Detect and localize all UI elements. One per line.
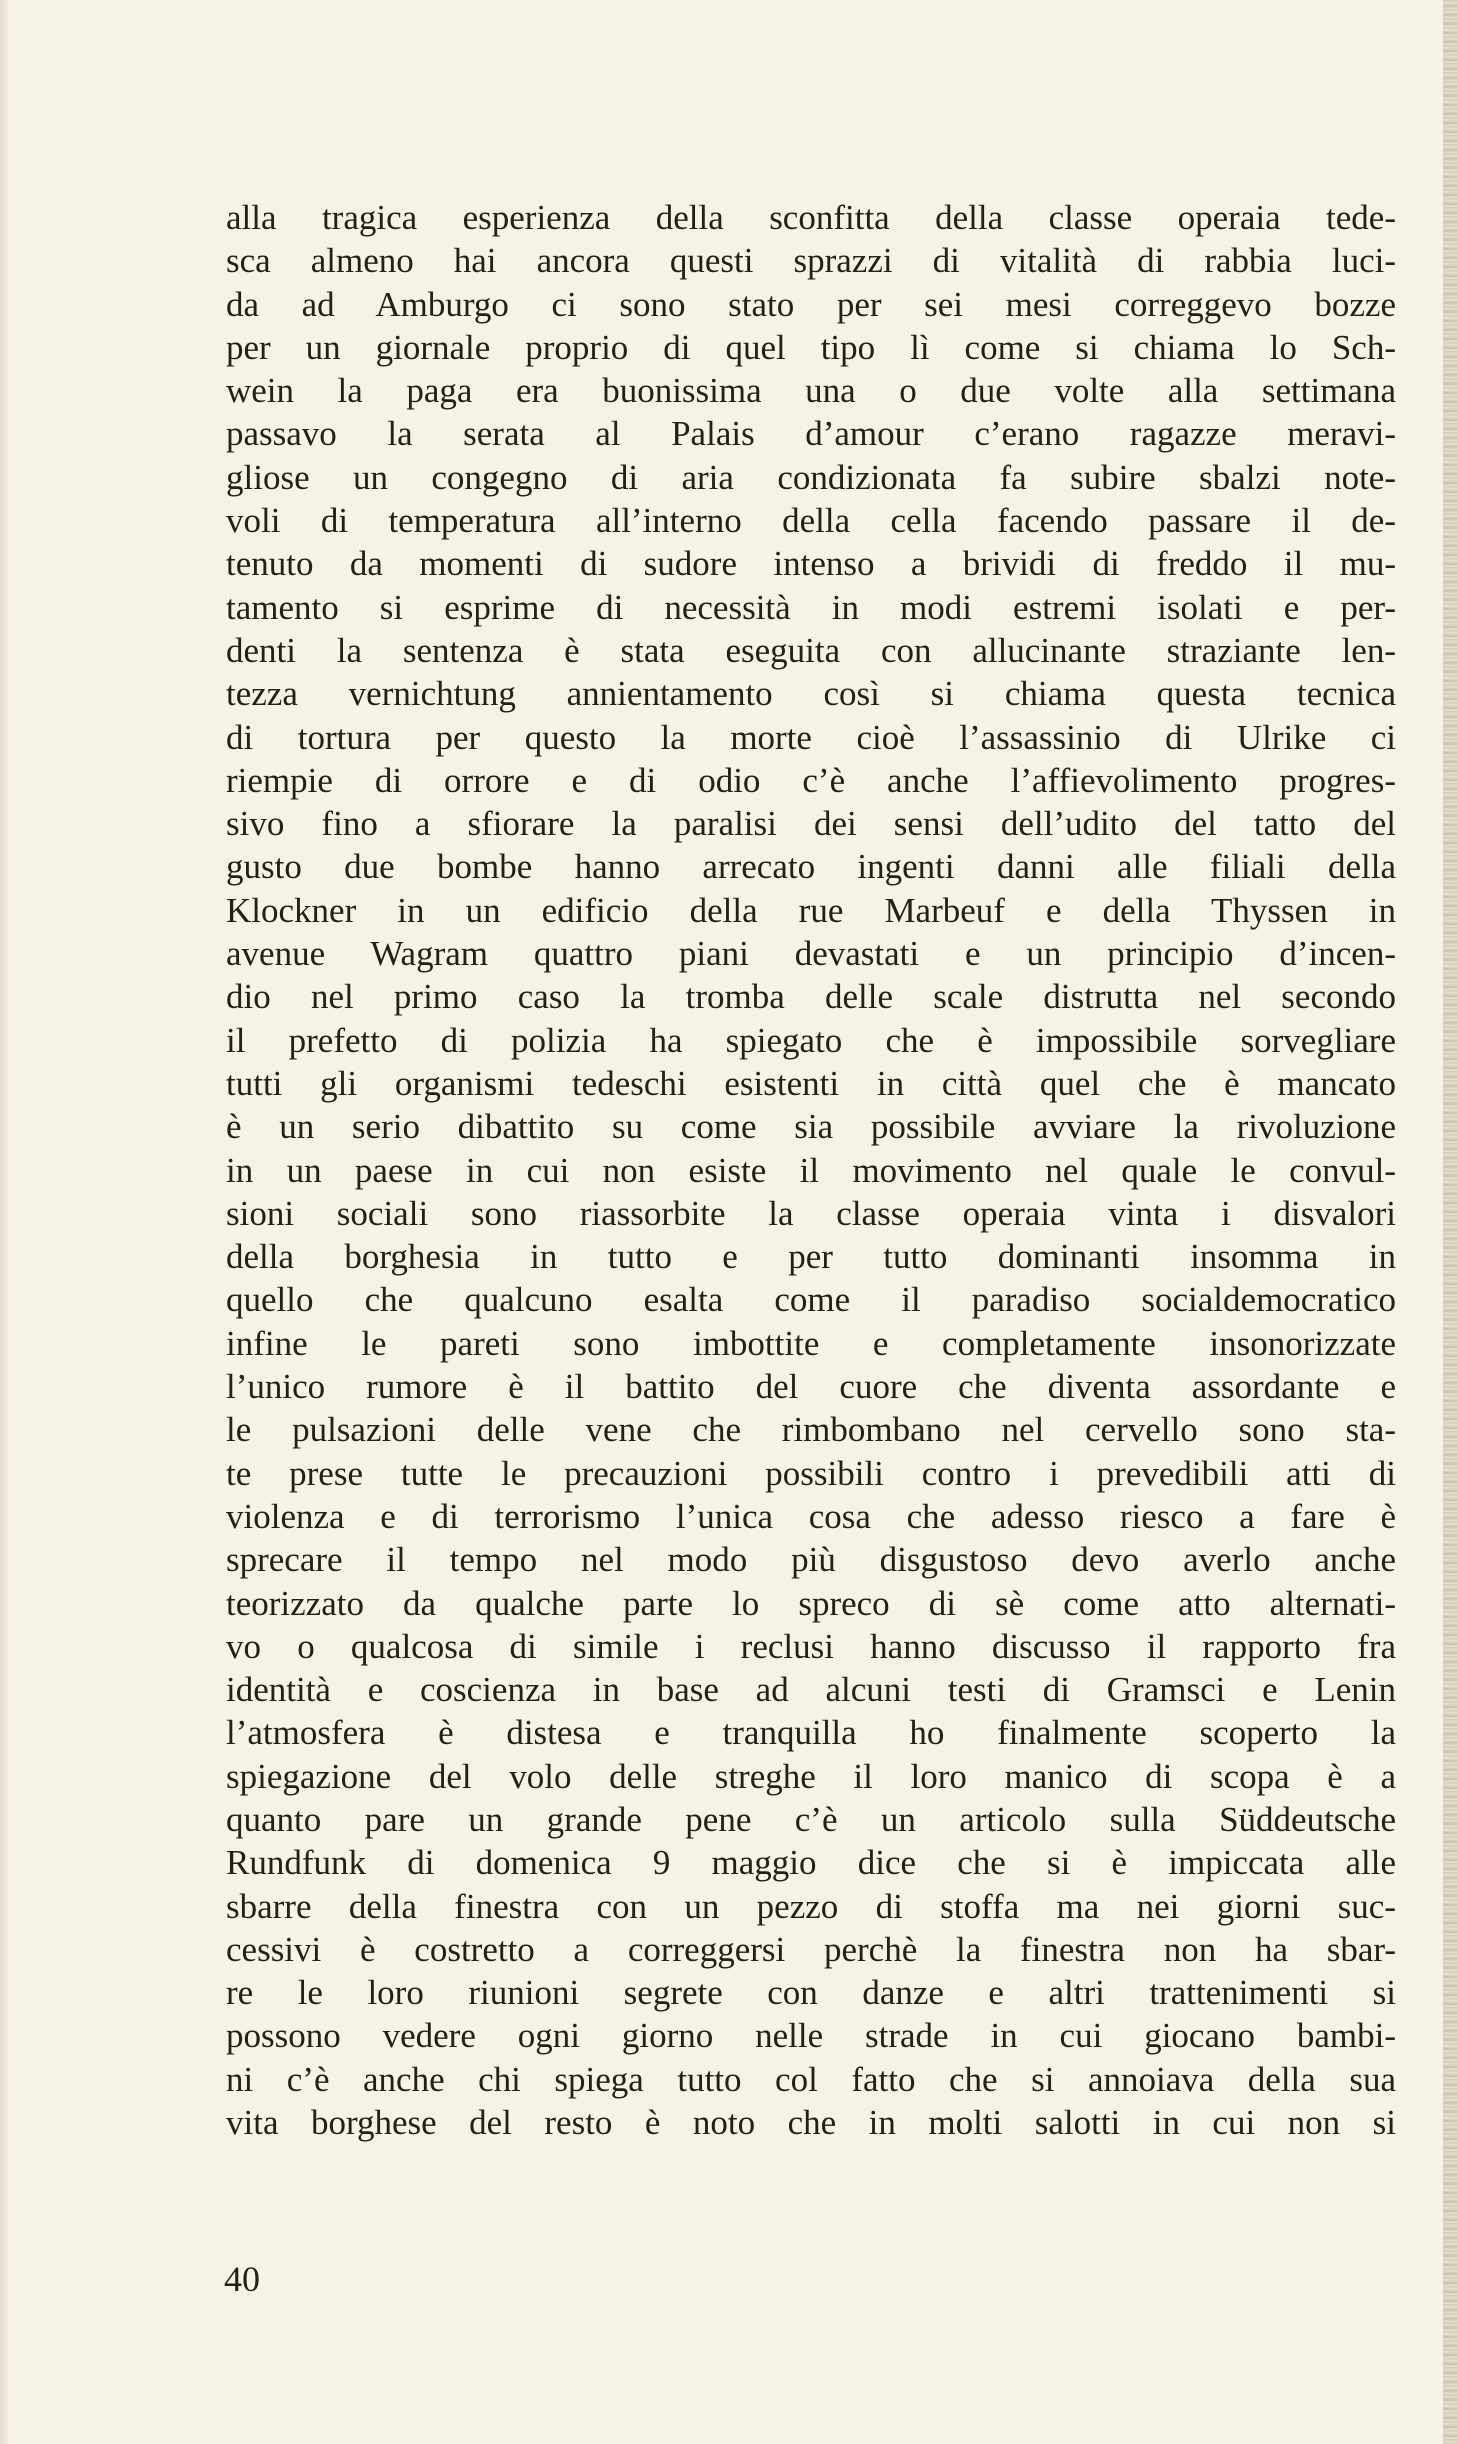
- text-line: in un paese in cui non esiste il movimento nel quale le convul-: [226, 1150, 1396, 1190]
- text-line: tezza vernichtung annientamento così si chiama questa tecnica: [226, 674, 1396, 714]
- text-line: l’unico rumore è il battito del cuore che diventa assordante e: [226, 1367, 1396, 1407]
- text-line: vo o qualcosa di simile i reclusi hanno discusso il rapporto fra: [226, 1626, 1396, 1666]
- text-line: dio nel primo caso la tromba delle scale distrutta nel secondo: [226, 977, 1396, 1017]
- text-line: alla tragica esperienza della sconfitta della classe operaia tede-: [226, 198, 1396, 237]
- text-line: infine le pareti sono imbottite e completamente insonorizzate: [226, 1323, 1396, 1363]
- body-text: [226, 196, 1396, 2144]
- page-stack-edge: [1443, 0, 1457, 2444]
- text-line: il prefetto di polizia ha spiegato che è impossibile sorvegliare: [226, 1020, 1396, 1060]
- text-line: l’atmosfera è distesa e tranquilla ho finalmente scoperto la: [226, 1713, 1396, 1753]
- text-line: teorizzato da qualche parte lo spreco di sè come atto alternati-: [226, 1583, 1396, 1623]
- text-line: Klockner in un edificio della rue Marbeuf e della Thyssen in: [226, 890, 1396, 930]
- text-line: tenuto da momenti di sudore intenso a brividi di freddo il mu-: [226, 544, 1396, 584]
- text-line: spiegazione del volo delle streghe il loro manico di scopa è a: [226, 1756, 1396, 1796]
- text-line: voli di temperatura all’interno della cella facendo passare il de-: [226, 501, 1396, 541]
- text-line: della borghesia in tutto e per tutto dominanti insomma in: [226, 1237, 1396, 1277]
- text-line: quanto pare un grande pene c’è un articolo sulla Süddeutsche: [226, 1799, 1396, 1839]
- text-line: da ad Amburgo ci sono stato per sei mesi correggevo bozze: [226, 284, 1396, 324]
- text-line: sprecare il tempo nel modo più disgustoso devo averlo anche: [226, 1540, 1396, 1580]
- text-line: violenza e di terrorismo l’unica cosa che adesso riesco a fare è: [226, 1496, 1396, 1536]
- text-line: sca almeno hai ancora questi sprazzi di vitalità di rabbia luci-: [226, 241, 1396, 281]
- text-line: identità e coscienza in base ad alcuni testi di Gramsci e Lenin: [226, 1670, 1396, 1710]
- text-line: possono vedere ogni giorno nelle strade in cui giocano bambi-: [226, 2016, 1396, 2056]
- text-line: avenue Wagram quattro piani devastati e un principio d’incen-: [226, 934, 1396, 974]
- text-line: passavo la serata al Palais d’amour c’erano ragazze meravi-: [226, 414, 1396, 454]
- text-line: wein la paga era buonissima una o due volte alla settimana: [226, 371, 1396, 411]
- text-line: tamento si esprime di necessità in modi estremi isolati e per-: [226, 587, 1396, 627]
- text-line: quello che qualcuno esalta come il paradiso socialdemocratico: [226, 1280, 1396, 1320]
- text-line: Rundfunk di domenica 9 maggio dice che si è impiccata alle: [226, 1843, 1396, 1883]
- text-line: è un serio dibattito su come sia possibile avviare la rivoluzione: [226, 1107, 1396, 1147]
- text-line: sioni sociali sono riassorbite la classe operaia vinta i disvalori: [226, 1193, 1396, 1233]
- text-line: denti la sentenza è stata eseguita con allucinante straziante len-: [226, 630, 1396, 670]
- text-line: le pulsazioni delle vene che rimbombano nel cervello sono sta-: [226, 1410, 1396, 1450]
- text-line: re le loro riunioni segrete con danze e altri trattenimenti si: [226, 1973, 1396, 2013]
- text-line: riempie di orrore e di odio c’è anche l’affievolimento progres-: [226, 760, 1396, 800]
- text-line: gusto due bombe hanno arrecato ingenti danni alle filiali della: [226, 847, 1396, 887]
- text-line: cessivi è costretto a correggersi perchè la finestra non ha sbar-: [226, 1929, 1396, 1969]
- text-line: gliose un congegno di aria condizionata fa subire sbalzi note-: [226, 457, 1396, 497]
- text-line: vita borghese del resto è noto che in molti salotti in cui non si: [226, 2103, 1396, 2143]
- page-number: 40: [224, 2259, 260, 2299]
- text-line: di tortura per questo la morte cioè l’assassinio di Ulrike ci: [226, 717, 1396, 757]
- text-line: sbarre della finestra con un pezzo di stoffa ma nei giorni suc-: [226, 1886, 1396, 1926]
- text-line: ni c’è anche chi spiega tutto col fatto che si annoiava della sua: [226, 2059, 1396, 2099]
- text-line: sivo fino a sfiorare la paralisi dei sensi dell’udito del tatto del: [226, 804, 1396, 844]
- text-line: tutti gli organismi tedeschi esistenti in città quel che è mancato: [226, 1063, 1396, 1103]
- text-line: per un giornale proprio di quel tipo lì come si chiama lo Sch-: [226, 327, 1396, 367]
- text-line: te prese tutte le precauzioni possibili contro i prevedibili atti di: [226, 1453, 1396, 1493]
- page-left-shadow: [0, 0, 10, 2444]
